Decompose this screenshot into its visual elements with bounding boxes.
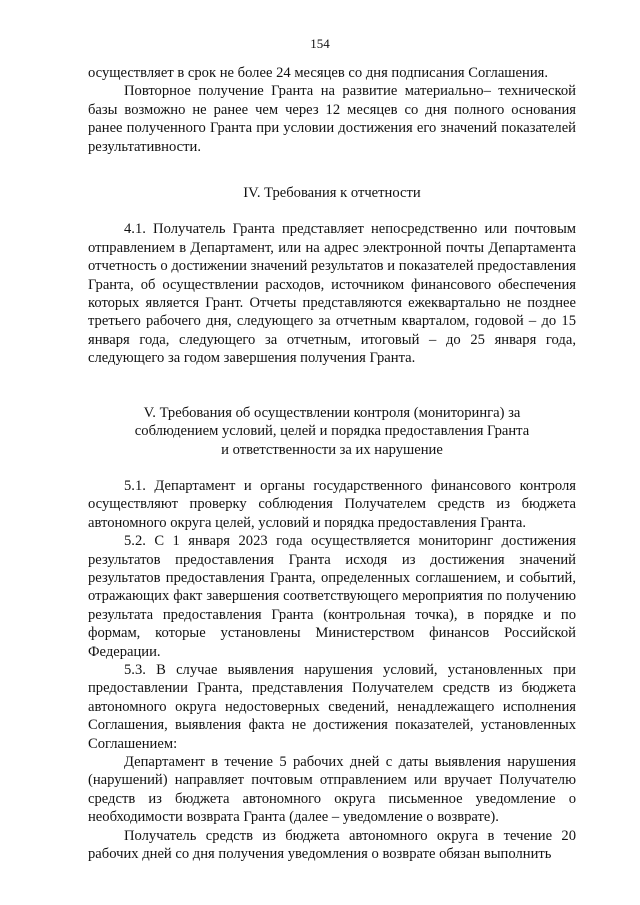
document-body	[88, 64, 576, 863]
section-5-heading-line: соблюдением условий, целей и порядка предоставления Гранта	[134, 423, 530, 440]
paragraph: 5.3. В случае выявления нарушения условий, установленных при предоставлении Гранта, представления Получателем средств из бюджета автономного округа недостоверных сведений, ненадлежащего исполнения Соглашения, выявления факта не достижения показателей, установленных Соглашением:	[88, 661, 576, 752]
paragraph: Получатель средств из бюджета автономного округа в течение 20 рабочих дней со дня получения уведомления о возврате обязан выполнить	[88, 827, 576, 863]
paragraph: 5.2. С 1 января 2023 года осуществляется мониторинг достижения результатов предоставления Гранта исходя из достижения значений результатов предоставления Гранта, определенных соглашением, и событий, отражающих факт завершения соответствующего мероприятия по получению результата предоставления Гранта (контрольная точка), в порядке и по формам, которые установлены Министерством финансов Российской Федерации.	[88, 533, 576, 660]
paragraph: Повторное получение Гранта на развитие материально– технической базы возможно не ранее чем через 12 месяцев со дня полного основания ранее полученного Гранта при условии достижения его значений показателей результативности.	[88, 83, 576, 155]
paragraph: 4.1. Получатель Гранта представляет непосредственно или почтовым отправлением в Департамент, или на адрес электронной почты Департамента отчетность о достижении значений результатов и показателей предоставления Гранта, об осуществлении расходов, источником финансового обеспечения которых является Грант. Отчеты представляются ежеквартально не позднее третьего рабочего дня, следующего за отчетным кварталом, годовой – до 15 января года, следующего за отчетным, итоговый – до 25 января года, следующего за годом завершения получения Гранта.	[88, 221, 576, 367]
paragraph: 5.1. Департамент и органы государственного финансового контроля осуществляют проверку соблюдения Получателем средств из бюджета автономного округа целей, условий и порядка предоставления Гранта.	[88, 477, 576, 531]
section-5-heading-line: V. Требования об осуществлении контроля (мониторинга) за	[143, 404, 521, 421]
page-number: 154	[310, 36, 330, 51]
section-4-heading: IV. Требования к отчетности	[243, 185, 421, 202]
paragraph: осуществляет в срок не более 24 месяцев со дня подписания Соглашения.	[88, 65, 549, 81]
paragraph: Департамент в течение 5 рабочих дней с даты выявления нарушения (нарушений) направляет почтовым отправлением или вручает Получателю средств из бюджета автономного округа письменное уведомление о необходимости возврата Гранта (далее – уведомление о возврате).	[88, 754, 576, 826]
section-5-heading	[88, 404, 576, 459]
section-5-heading-line: и ответственности за их нарушение	[221, 441, 443, 458]
